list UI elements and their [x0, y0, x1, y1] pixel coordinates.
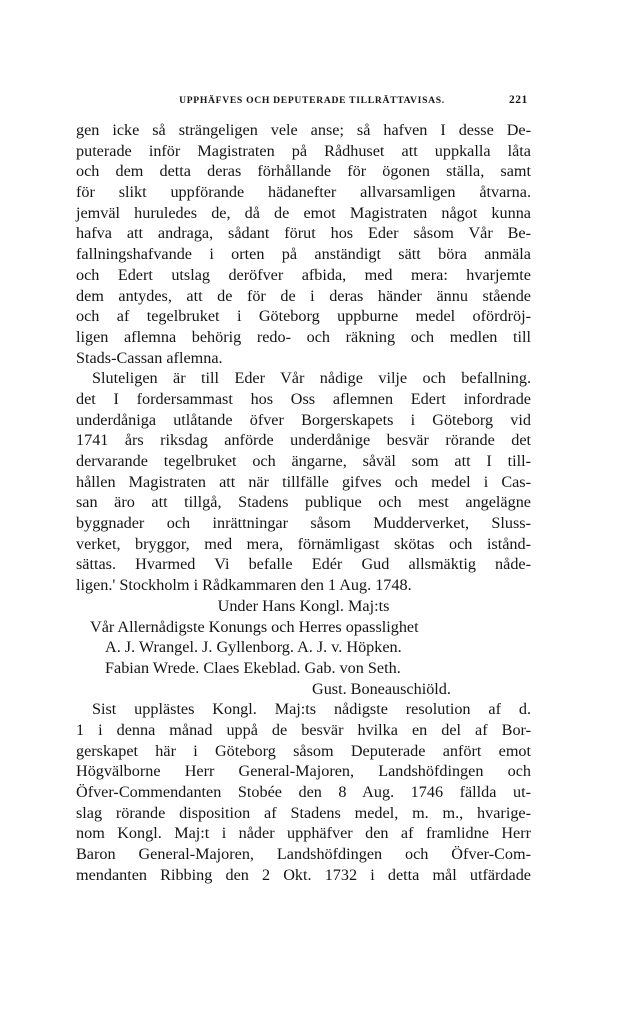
running-title: UPPHÄFVES OCH DEPUTERADE TILLRÄTTAVISAS. [179, 95, 445, 106]
signature-line: Under Hans Kongl. Maj:ts [217, 596, 390, 615]
text-line: för slikt uppförande hädanefter allvarsamligen åtvarna. [76, 183, 531, 202]
signature-names: Fabian Wrede. Claes Ekeblad. Gab. von Seth. [105, 658, 401, 677]
text-line: san äro att tillgå, Stadens publique och mest angelägne [76, 493, 531, 512]
paragraph-start-line: Sluteligen är till Eder Vår nådige vilje och befallning. [92, 369, 531, 388]
text-line: hållen Magistraten att när tillfälle gifves och medel i Cas- [76, 472, 531, 491]
paragraph-start-line: Sist upplästes Kongl. Maj:ts nådigste resolution af d. [92, 700, 531, 719]
text-line: hafva att andraga, sådant förut hos Eder såsom Vår Be- [76, 224, 531, 243]
signature-names: A. J. Wrangel. J. Gyllenborg. A. J. v. Höpken. [105, 638, 402, 657]
signature-line: Vår Allernådigste Konungs och Herres opasslighet [90, 617, 419, 636]
text-line: Öfver-Commendanten Stobée den 8 Aug. 1746 fällda ut- [76, 783, 531, 801]
text-line: och af tegelbruket i Göteborg uppburne medel ofördröj- [76, 307, 531, 326]
text-line: 1741 års riksdag anförde underdånige besvär rörande det [76, 431, 531, 450]
text-line: ligen aflemna behörig redo- och räkning och medlen till [76, 327, 531, 346]
text-line: fallningshafvande i orten på anständigt sätt böra anmäla [76, 245, 531, 264]
text-line: mendanten Ribbing den 2 Okt. 1732 i detta mål utfärdade [76, 865, 531, 884]
text-line: dervarande tegelbruket och ängarne, såväl som att I till- [76, 452, 531, 470]
text-line: och Edert utslag deröfver afbida, med mera: hvarjemte [76, 265, 531, 284]
text-line: dem antydes, att de för de i deras händer ännu stående [76, 286, 531, 305]
text-line: Högvälborne Herr General-Majoren, Landshöfdingen och [76, 762, 531, 781]
text-line: verket, bryggor, med mera, förnämligast skötas och istånd- [76, 534, 531, 553]
text-line: det I fordersammast hos Oss aflemnen Edert infordrade [76, 389, 531, 408]
body-text [76, 120, 531, 885]
text-line: jemväl huruledes de, då de emot Magistraten något kunna [76, 203, 531, 222]
text-line: Baron General-Majoren, Landshöfdingen och Öfver-Com- [76, 845, 531, 864]
text-line: ligen.' Stockholm i Rådkammaren den 1 Aug. 1748. [76, 576, 412, 595]
text-line: underdåniga utlåtande öfver Borgerskapets i Göteborg vid [76, 410, 531, 429]
text-line: gerskapet här i Göteborg såsom Deputerade anfört emot [76, 741, 531, 760]
text-line: sättas. Hvarmed Vi befalle Edér Gud allsmäktig nåde- [76, 555, 531, 574]
text-line: slag rörande disposition af Stadens medel, m. m., hvarige- [76, 803, 531, 822]
text-line: 1 i denna månad uppå de besvär hvilka en del af Bor- [76, 720, 531, 739]
text-line: Stads-Cassan aflemna. [76, 348, 223, 367]
page-number: 221 [509, 94, 528, 106]
signature-names: Gust. Boneauschiöld. [312, 679, 451, 698]
text-line: nom Kongl. Maj:t i nåder upphäfver den af framlidne Herr [76, 824, 531, 843]
text-line: och dem detta deras förhållande för ögonen ställa, samt [76, 162, 531, 181]
text-line: puterade inför Magistraten på Rådhuset att uppkalla låta [76, 141, 531, 160]
running-header [0, 95, 624, 109]
text-line: gen icke så strängeligen vele anse; så hafven I desse De- [76, 121, 531, 139]
text-line: byggnader och inrättningar såsom Mudderverket, Sluss- [76, 514, 531, 533]
